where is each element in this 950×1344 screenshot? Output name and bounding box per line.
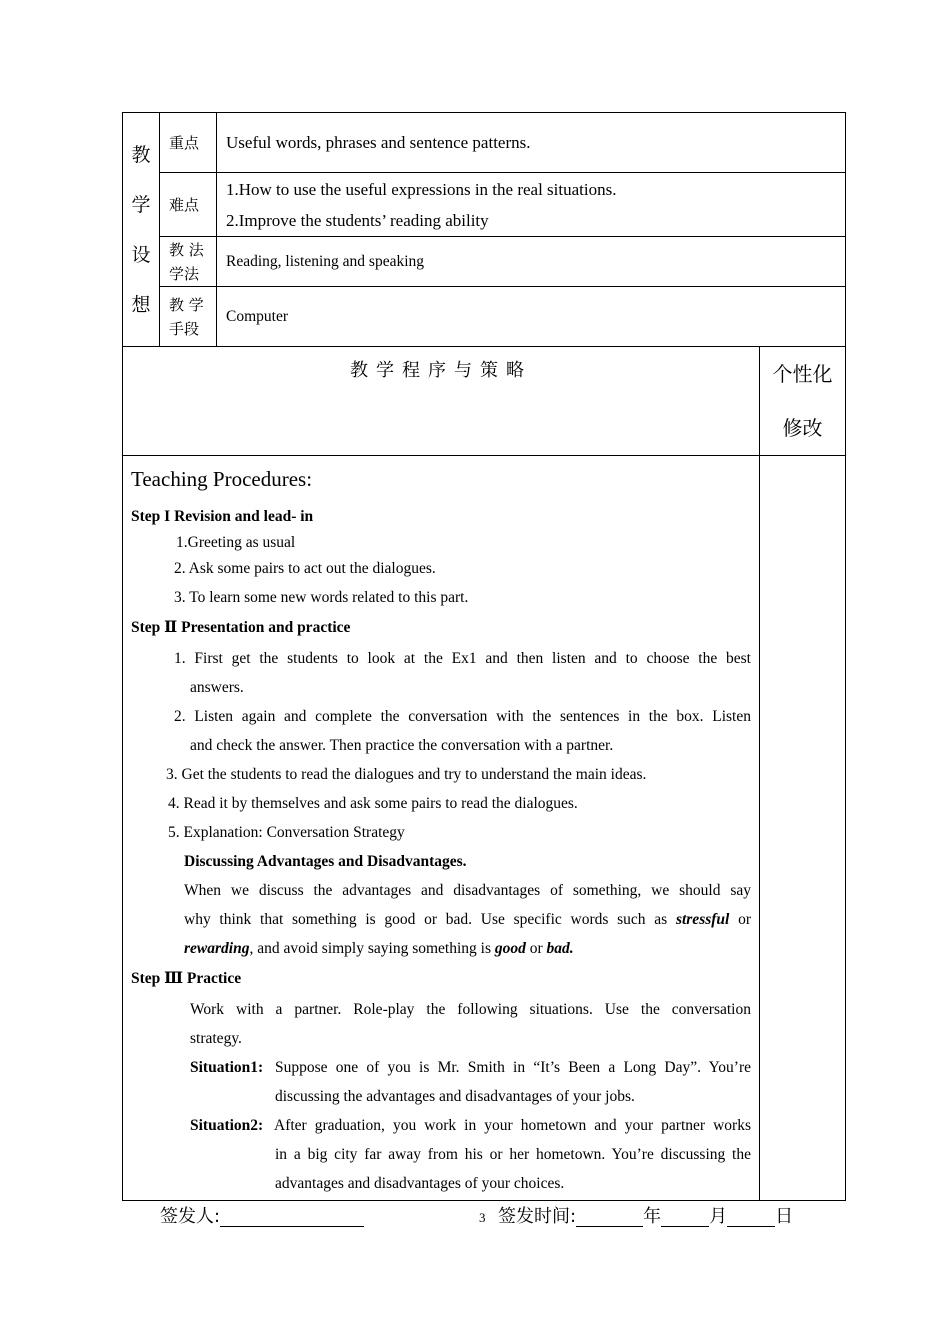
signer-field: 签发人: — [160, 1203, 364, 1231]
step2-item2-line2: and check the answer. Then practice the conversation with a partner. — [190, 737, 614, 754]
day-blank — [727, 1204, 775, 1227]
situation2-line1: After graduation, you work in your hometown and your partner works — [274, 1117, 751, 1134]
methods-value: Reading, listening and speaking — [217, 237, 846, 287]
step1-item-3: 3. To learn some new words related to this part. — [174, 589, 469, 606]
step2-item5: 5. Explanation: Conversation Strategy — [168, 824, 405, 841]
personalized-edit-column — [760, 456, 846, 1201]
page-number: 3 — [479, 1210, 486, 1225]
step1-title: Step I Revision and lead- in — [131, 508, 314, 525]
step2-item3: 3. Get the students to read the dialogues and try to understand the main ideas. — [166, 766, 647, 783]
procedure-body — [123, 456, 760, 1201]
step2-item4: 4. Read it by themselves and ask some pairs to read the dialogues. — [168, 795, 578, 812]
tools-label: 教 学 手段 — [160, 287, 217, 347]
signer-blank — [220, 1204, 364, 1227]
step2-item1-line1: 1. First get the students to look at the Ex1 and then listen and to choose the best — [174, 650, 751, 667]
strategy-para-line2: why think that something is good or bad. Use specific words such as stressful or — [184, 911, 751, 928]
difficulties-label: 难点 — [160, 173, 217, 237]
step2-item1-line2: answers. — [190, 679, 244, 696]
difficulties-value: 1.How to use the useful expressions in the real situations. 2.Improve the students’ reading ability — [217, 173, 846, 237]
issue-date-field: 签发时间: 年 月 日 — [498, 1206, 794, 1227]
strategy-para-line3: rewarding, and avoid simply saying something is good or bad. — [184, 940, 574, 957]
step2-item2-line1: 2. Listen again and complete the conversation with the sentences in the box. Listen — [174, 708, 751, 725]
teaching-procedures-title: Teaching Procedures: — [131, 467, 313, 491]
step1-item-2: 2. Ask some pairs to act out the dialogues. — [174, 560, 436, 577]
year-blank — [576, 1204, 643, 1227]
step2-title: Step Ⅱ Presentation and practice — [131, 619, 351, 636]
personalized-edit-heading: 个性化 修改 — [760, 347, 846, 456]
situation2-label: Situation2: — [190, 1117, 264, 1134]
key-points-label: 重点 — [160, 113, 217, 173]
procedure-table — [122, 346, 846, 1201]
methods-label: 教 法 学法 — [160, 237, 217, 287]
step1-item-1: 1.Greeting as usual — [176, 534, 296, 551]
procedure-heading-cell — [123, 347, 760, 456]
situation1-label: Situation1: — [190, 1059, 264, 1076]
tools-value: Computer — [217, 287, 846, 347]
procedure-heading: 教学程序与策略 — [350, 360, 532, 381]
key-points-value: Useful words, phrases and sentence patterns. — [217, 113, 846, 173]
situation2-line3: advantages and disadvantages of your choices. — [275, 1175, 565, 1192]
design-vertical-label: 教 学 设 想 — [123, 113, 160, 347]
situation2-line2: in a big city far away from his or her hometown. You’re discussing the — [275, 1146, 751, 1163]
teaching-design-table — [122, 112, 846, 347]
strategy-title: Discussing Advantages and Disadvantages. — [184, 853, 467, 870]
strategy-para-line1: When we discuss the advantages and disadvantages of something, we should say — [184, 882, 751, 899]
situation1-line1: Suppose one of you is Mr. Smith in “It’s Been a Long Day”. You’re — [275, 1059, 751, 1076]
month-blank — [661, 1204, 709, 1227]
step3-intro-line1: Work with a partner. Role-play the following situations. Use the conversation — [190, 1001, 751, 1018]
step3-intro-line2: strategy. — [190, 1030, 242, 1047]
situation1-line2: discussing the advantages and disadvantages of your jobs. — [275, 1088, 635, 1105]
step3-title: Step Ⅲ Practice — [131, 970, 242, 987]
